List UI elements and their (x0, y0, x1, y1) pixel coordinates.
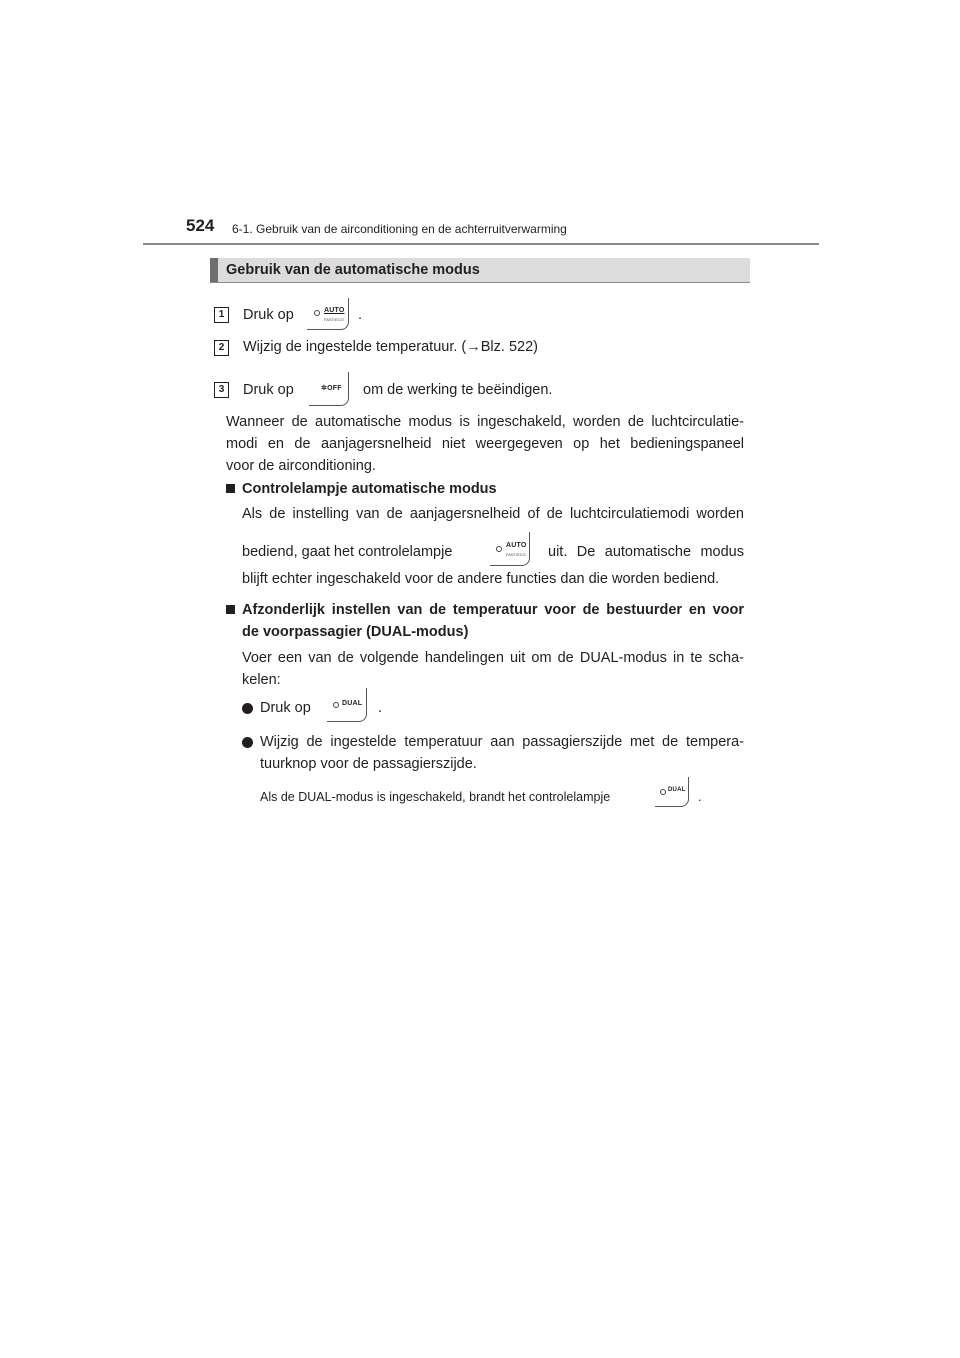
indicator-led-icon (660, 789, 666, 795)
auto-button-sublabel: FAST/ECO (324, 317, 344, 322)
page-number: 524 (186, 216, 215, 235)
auto-button-label: AUTO (324, 307, 345, 314)
auto-indicator-label: AUTO (506, 542, 527, 549)
step-1-end: . (358, 307, 363, 323)
square-bullet-icon (226, 484, 235, 493)
dual-indicator-icon (655, 777, 689, 807)
step-3-text: Druk op (243, 382, 294, 398)
indicator-led-icon (496, 546, 502, 552)
paragraph-line-3: voor de airconditioning. (226, 458, 376, 474)
step-3-end: om de werking te beëindigen. (363, 382, 553, 398)
step-1-text: Druk op (243, 307, 294, 323)
off-button-label: ✲OFF (321, 385, 342, 392)
section-heading-underline (210, 282, 750, 283)
indicator-led-icon (314, 310, 320, 316)
paragraph-line-1: Wanneer de automatische modus is ingeschakeld, worden de luchtcirculatie- (226, 414, 744, 430)
auto-button-icon (307, 298, 349, 330)
off-button-icon (309, 372, 349, 406)
step-number-2: 2 (214, 340, 229, 356)
note-end: . (698, 790, 702, 804)
sub2-heading-line-2: de voorpassagier (DUAL-modus) (242, 624, 469, 640)
sub1-line-2-start: bediend, gaat het controlelampje (242, 544, 453, 560)
step-2-text: Wijzig de ingestelde temperatuur. (→Blz. 522) (243, 339, 538, 355)
dual-button-icon (327, 688, 367, 722)
dual-button-label: DUAL (342, 700, 363, 707)
section-title: Gebruik van de automatische modus (226, 262, 480, 278)
note-text: Als de DUAL-modus is ingeschakeld, brandt het controlelampje (260, 790, 611, 804)
step-number-3: 3 (214, 382, 229, 398)
chapter-title: 6-1. Gebruik van de airconditioning en de achterruitverwarming (232, 222, 567, 236)
auto-indicator-icon (490, 532, 530, 566)
sub2-body-line-2: kelen: (242, 672, 281, 688)
sub1-line-1: Als de instelling van de aanjagersnelheid of de luchtcirculatiemodi worden (242, 506, 744, 522)
sub2-body-line-1: Voer een van de volgende handelingen uit om de DUAL-modus in te scha- (242, 650, 744, 666)
step-number-1: 1 (214, 307, 229, 323)
sub1-heading: Controlelampje automatische modus (242, 481, 497, 497)
bullet-1-end: . (378, 700, 383, 716)
square-bullet-icon (226, 605, 235, 614)
dual-indicator-label: DUAL (668, 787, 686, 793)
bullet-2-line-1: Wijzig de ingestelde temperatuur aan passagierszijde met de tempera- (260, 734, 744, 750)
bullet-1-text: Druk op (260, 700, 311, 716)
sub1-line-3: blijft echter ingeschakeld voor de andere functies dan die worden bediend. (242, 571, 720, 587)
paragraph-line-2: modi en de aanjagersnelheid niet weergegeven op het bedieningspaneel (226, 436, 744, 452)
bullet-2-line-2: tuurknop voor de passagierszijde. (260, 756, 477, 772)
indicator-led-icon (333, 702, 339, 708)
header-divider (143, 243, 819, 245)
sub2-heading-line-1: Afzonderlijk instellen van de temperatuur voor de bestuurder en voor (242, 602, 744, 618)
auto-indicator-sublabel: FAST/ECO (506, 552, 526, 557)
round-bullet-icon (242, 703, 253, 714)
round-bullet-icon (242, 737, 253, 748)
sub1-line-2-end: uit. De automatische modus (548, 544, 744, 560)
